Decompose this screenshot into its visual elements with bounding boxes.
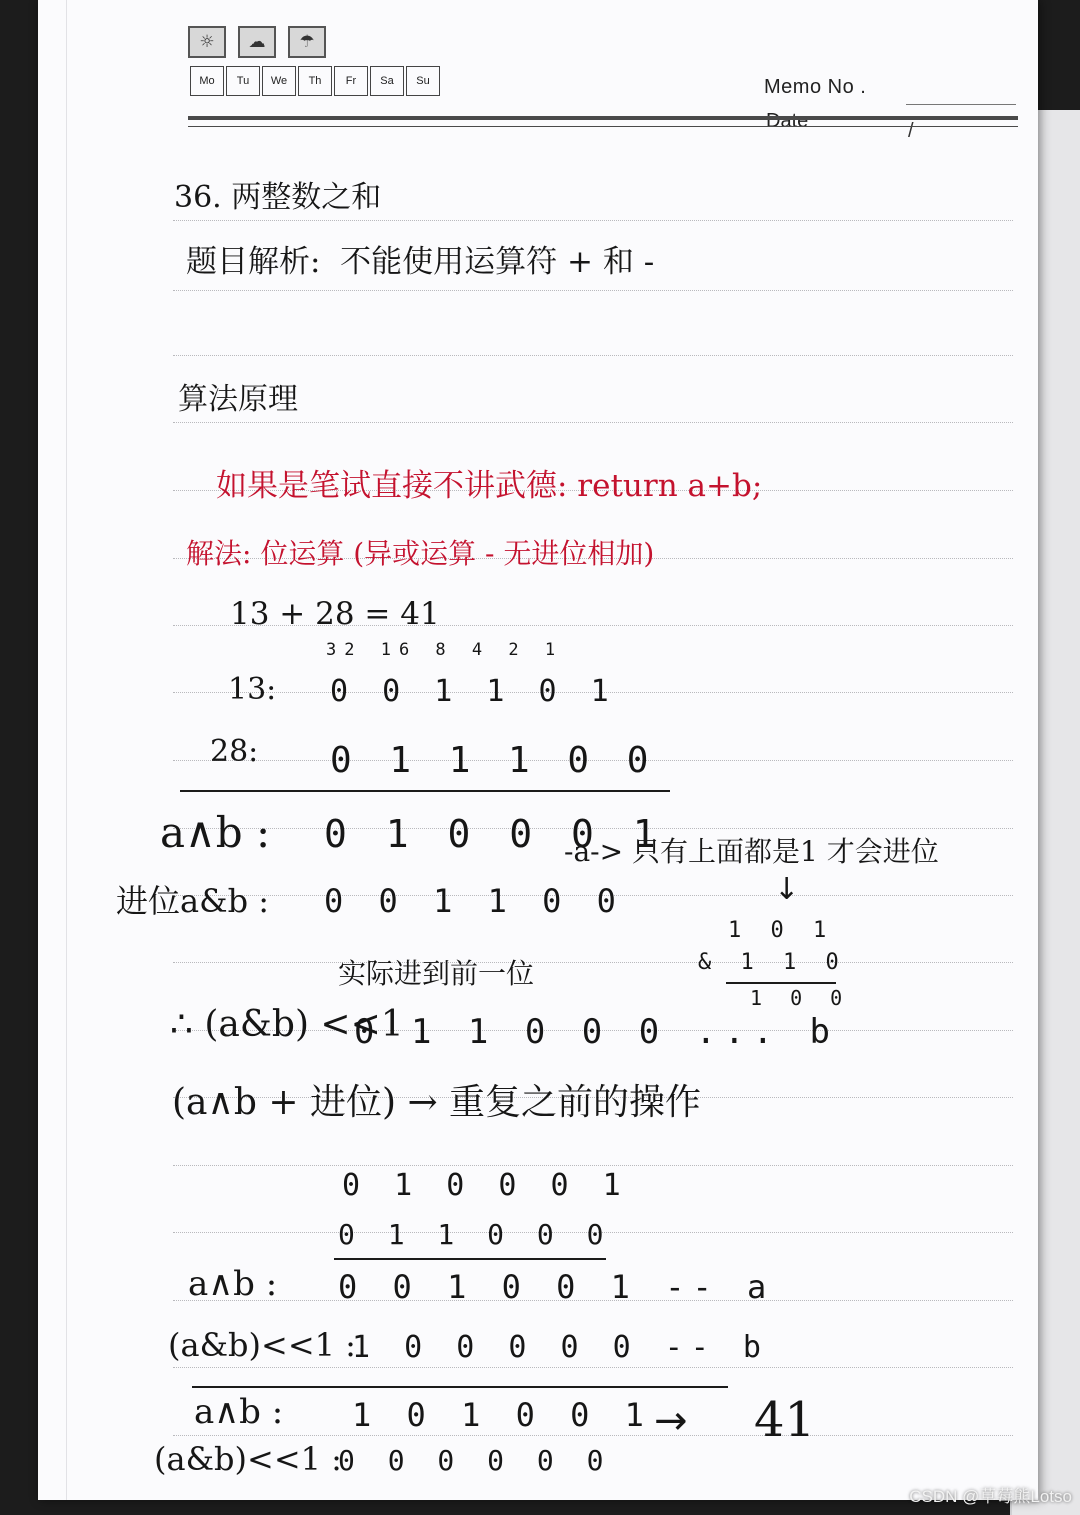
side-calc-top: 1 0 1 (728, 918, 835, 943)
row-28-label: 28: (210, 734, 259, 769)
weekday-su: Su (406, 66, 440, 96)
side-calc-bottom: 1 0 0 (750, 986, 851, 1010)
carry-label: 进位a&b : (116, 882, 270, 920)
final-xor-label: a∧b : (194, 1392, 284, 1432)
weekday-fr: Fr (334, 66, 368, 96)
header-rule-thin (188, 126, 1018, 127)
weather-icon-row (188, 26, 326, 58)
carry-bits: 0 0 1 1 0 0 (324, 882, 624, 920)
ruled-line (173, 355, 1013, 356)
final-shift-label: (a&b)<<1 : (154, 1440, 342, 1478)
ruled-line (173, 220, 1013, 221)
xor-label: a∧b : (160, 808, 271, 857)
example-equation: 13 + 28 = 41 (230, 596, 440, 632)
red-note-cheat: 如果是笔试直接不讲武德: return a+b; (216, 468, 763, 504)
date-label: Date (766, 110, 809, 132)
cloud-icon: ☁ (238, 26, 276, 58)
side-calc-mid: & 1 1 0 (698, 950, 847, 975)
xor-bits: 0 1 0 0 0 1 (324, 812, 664, 856)
calc-row-2: 0 1 1 0 0 0 (338, 1218, 612, 1251)
shift-label: ∴ (a&b) <<1 (170, 1004, 404, 1045)
weekday-th: Th (298, 66, 332, 96)
final-rule (192, 1386, 728, 1388)
side-calc-rule (726, 982, 836, 984)
sun-icon: ☼ (188, 26, 226, 58)
ruled-line (173, 1435, 1013, 1436)
calc-shift-bits: 1 0 0 0 0 0 -- b (352, 1330, 769, 1365)
place-values: 32 16 8 4 2 1 (326, 640, 564, 660)
row-28-bits: 0 1 1 1 0 0 (330, 740, 657, 781)
weekday-mo: Mo (190, 66, 224, 96)
shift-bits: 0 1 1 0 0 0 ... b (354, 1012, 838, 1052)
ruled-line (173, 1165, 1013, 1166)
weekday-we: We (262, 66, 296, 96)
problem-title: 36. 两整数之和 (174, 180, 382, 215)
row-13-label: 13: (228, 672, 277, 707)
calc-row-1: 0 1 0 0 0 1 (342, 1168, 629, 1203)
weekday-tu: Tu (226, 66, 260, 96)
header-rule-thick (188, 116, 1018, 120)
row-13-bits: 0 0 1 1 0 1 (330, 674, 617, 709)
red-note-solution: 解法: 位运算 (异或运算 - 无进位相加) (186, 537, 655, 570)
calc-rule (334, 1258, 606, 1260)
csdn-watermark: CSDN @草莓熊Lotso (909, 1487, 1072, 1506)
carry-shift-note: 实际进到前一位 (338, 957, 535, 990)
problem-analysis: 题目解析: 不能使用运算符 + 和 - (186, 244, 655, 280)
weekday-sa: Sa (370, 66, 404, 96)
rain-icon: ☂ (288, 26, 326, 58)
result-arrow-icon: → (654, 1398, 688, 1444)
ruled-line (173, 422, 1013, 423)
memo-number-label: Memo No . (764, 76, 867, 98)
notebook-page (38, 0, 1038, 1500)
final-result: 41 (754, 1392, 816, 1448)
principle-heading: 算法原理 (178, 382, 298, 417)
ruled-line (173, 962, 1013, 963)
calc-xor-label: a∧b : (188, 1264, 278, 1304)
memo-number-line (906, 104, 1016, 105)
calc-xor-bits: 0 0 1 0 0 1 -- a (338, 1268, 775, 1306)
ruled-line (173, 1367, 1013, 1368)
xor-carry-note: -a-> 只有上面都是1 才会进位 (564, 835, 939, 868)
calc-shift-label: (a&b)<<1 : (168, 1326, 356, 1364)
date-value: / (908, 120, 914, 142)
sum-rule (180, 790, 670, 792)
ruled-line (173, 290, 1013, 291)
page-margin (38, 0, 67, 1500)
down-arrow-icon: ↓ (774, 872, 800, 907)
weekday-row (190, 66, 442, 96)
final-shift-bits: 0 0 0 0 0 0 (338, 1444, 612, 1477)
final-xor-bits: 1 0 1 0 0 1 (352, 1396, 652, 1434)
repeat-note: (a∧b + 进位) → 重复之前的操作 (172, 1082, 702, 1123)
